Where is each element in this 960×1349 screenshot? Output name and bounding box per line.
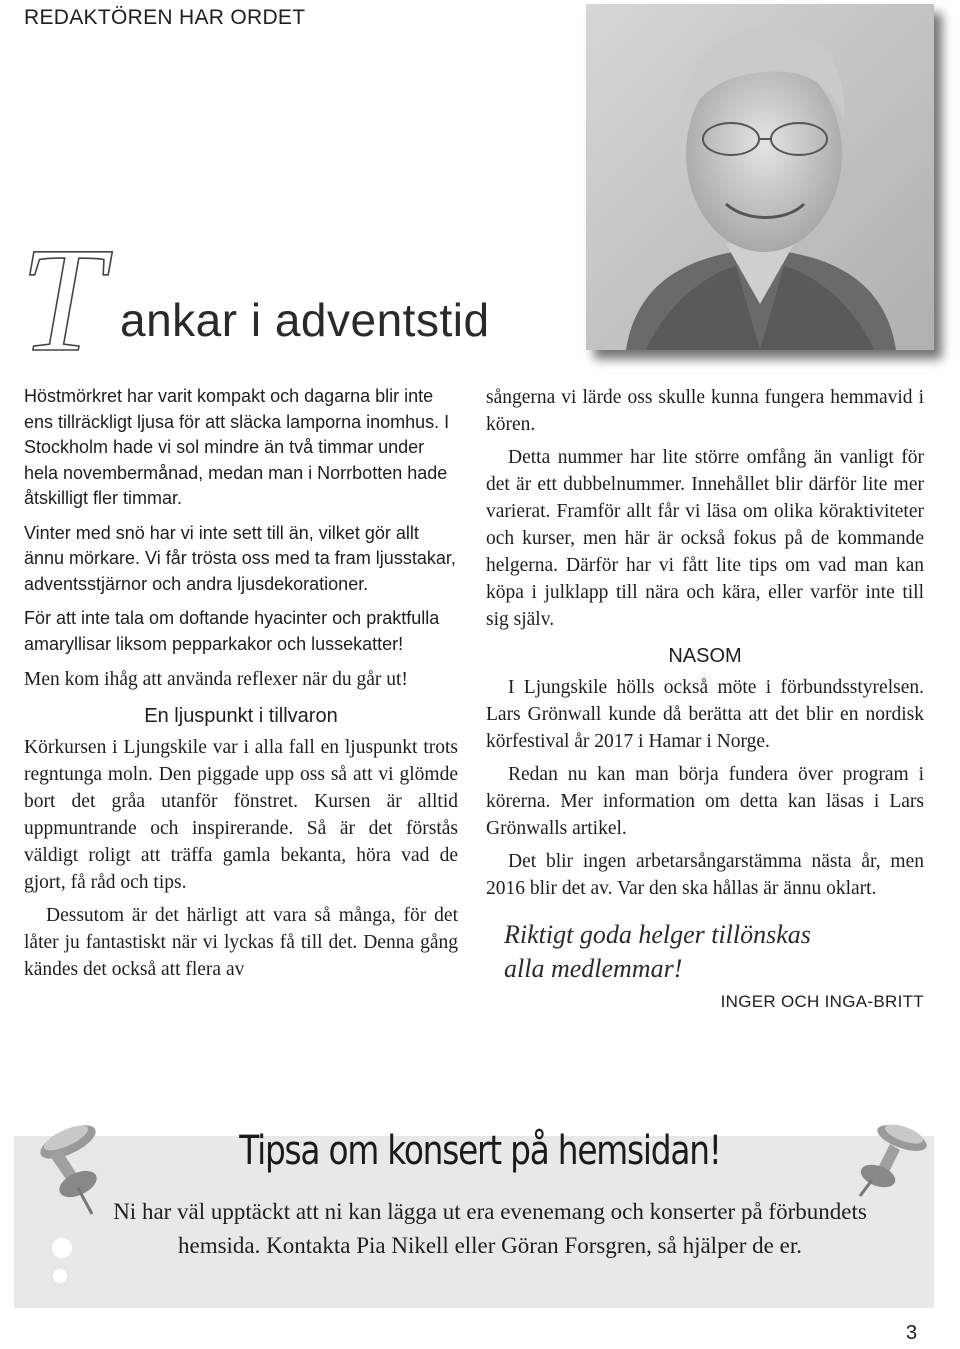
intro-paragraph: För att inte tala om doftande hyacinter och praktfulla amaryllisar liksom pepparkakor och lussekatter! — [24, 608, 440, 654]
greeting-line: Riktigt goda helger tillönskas — [504, 920, 811, 949]
greeting-line: alla medlemmar! — [504, 954, 683, 983]
pushpin-icon — [832, 1118, 932, 1198]
article-title — [20, 217, 580, 383]
article-right-column — [486, 384, 924, 1012]
signature: INGER OCH INGA-BRITT — [720, 992, 924, 1011]
body-paragraph: Dessutom är det härligt att vara så många, för det låter ju fantastiskt när vi lyckas få till det. Denna gång kändes det också att flera av — [24, 905, 458, 980]
article-left-column — [24, 384, 458, 989]
reflex-paragraph: Men kom ihåg att använda reflexer när du går ut! — [24, 669, 408, 690]
title-initial: T — [20, 217, 104, 383]
greeting — [504, 918, 924, 986]
subheading: En ljuspunkt i tillvaron — [144, 705, 338, 727]
body-paragraph: Det blir ingen arbetarsångarstämma nästa år, men 2016 blir det av. Var den ska hållas är ännu oklart. — [486, 851, 924, 899]
portrait-image — [586, 4, 934, 350]
title-text: ankar i adventstid — [120, 294, 490, 346]
body-paragraph: Körkursen i Ljungskile var i alla fall en ljuspunkt trots regntunga moln. Den piggade upp oss så att vi glömde bort det gråa utanför fönstret. Kursen är alltid uppmuntrande och inspirerande. Så är det förstås väldigt roligt att träffa gamla bekanta, höra vad de gjort, få råd och tips. — [24, 737, 458, 893]
intro-paragraph: Vinter med snö har vi inte sett till än, vilket gör allt ännu mörkare. Vi får trösta oss med ta fram ljusstakar, adventsstjärnor och andra ljusdekorationer. — [24, 522, 456, 594]
subheading: NASOM — [668, 645, 742, 667]
section-label: REDAKTÖREN HAR ORDET — [24, 6, 306, 29]
pushpin-icon — [20, 1118, 110, 1308]
body-paragraph: Redan nu kan man börja fundera över program i körerna. Mer information om detta kan läsas i Lars Grönwalls artikel. — [486, 764, 924, 839]
author-photo — [586, 4, 934, 350]
page-number: 3 — [906, 1322, 918, 1344]
body-paragraph: Detta nummer har lite större omfång än vanligt för det är ett dubbelnummer. Innehållet blir därför lite mer varierat. Framför allt får vi läsa om olika köraktiviteter och kurser, men här är också fokus på de kommande helgerna. Därför har vi fått lite tips om vad man kan köpa i julklapp till nära och kära, eller varför inte till sig själv. — [486, 447, 924, 630]
banner-title: Tipsa om konsert på hemsidan! — [239, 1128, 721, 1174]
intro-paragraph: Höstmörkret har varit kompakt och dagarna blir inte ens tillräckligt ljusa för att släcka lamporna inomhus. I Stockholm hade vi sol mindre än två timmar under hela novembermånad, medan man i Norrbotten hade åtskilligt fler timmar. — [24, 386, 450, 508]
body-paragraph: I Ljungskile hölls också möte i förbundsstyrelsen. Lars Grönwall kunde då berätta att det blir en nordisk körfestival år 2017 i Hamar i Norge. — [486, 677, 924, 752]
body-paragraph: sångerna vi lärde oss skulle kunna fungera hemmavid i kören. — [486, 387, 924, 435]
banner-text: Ni har väl upptäckt att ni kan lägga ut era evenemang och konserter på förbundets hemsida. Kontakta Pia Nikell eller Göran Forsgren, så hjälper de er. — [113, 1199, 867, 1258]
